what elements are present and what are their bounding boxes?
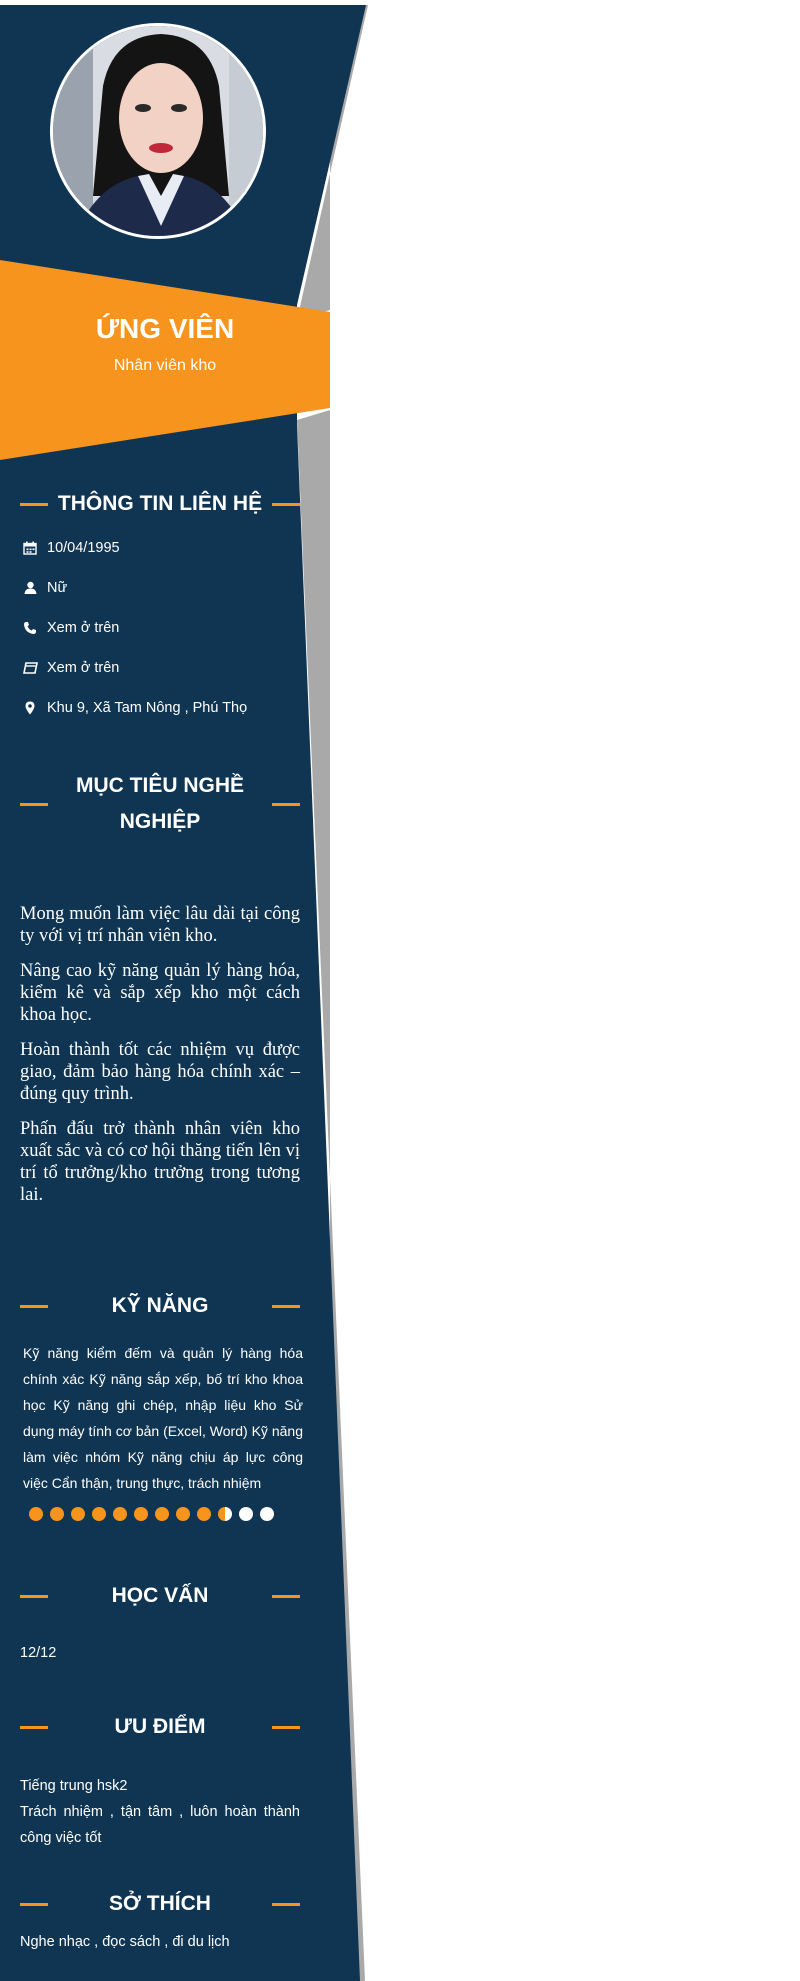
contact-value: Khu 9, Xã Tam Nông , Phú Thọ	[47, 700, 248, 716]
education-section-title: HỌC VẤN	[111, 1584, 209, 1607]
education-section-header	[20, 1578, 300, 1614]
contact-item-address	[20, 696, 300, 720]
section-dash	[20, 1305, 48, 1308]
objective-paragraph: Nâng cao kỹ năng quản lý hàng hóa, kiểm kê và sắp xếp kho một cách khoa học.	[20, 961, 300, 1025]
rating-dot	[218, 1507, 232, 1521]
contact-item-birthday	[20, 536, 300, 560]
strength-item: Tiếng trung hsk2	[20, 1778, 128, 1794]
section-dash	[20, 1595, 48, 1598]
avatar	[50, 23, 266, 239]
rating-dot	[92, 1507, 106, 1521]
contact-value: Xem ở trên	[47, 620, 120, 636]
strengths-section-header	[20, 1709, 300, 1745]
rating-dot	[239, 1507, 253, 1521]
strengths-section-title: ƯU ĐIỂM	[114, 1715, 206, 1738]
rating-dot	[71, 1507, 85, 1521]
section-dash	[272, 1726, 300, 1729]
objective-title-line1: MỤC TIÊU NGHỀ	[76, 774, 244, 797]
email-icon	[20, 658, 40, 678]
skills-section-title: KỸ NĂNG	[111, 1294, 209, 1317]
rating-dot	[50, 1507, 64, 1521]
user-icon	[20, 578, 40, 598]
rating-dot	[260, 1507, 274, 1521]
rating-dot	[197, 1507, 211, 1521]
section-dash	[20, 503, 48, 506]
contact-item-phone	[20, 616, 300, 640]
section-dash	[272, 803, 300, 806]
contact-section-title: THÔNG TIN LIÊN HỆ	[57, 492, 263, 515]
section-dash	[20, 1726, 48, 1729]
strength-item: Trách nhiệm , tận tâm , luôn hoàn thành công việc tốt	[20, 1804, 300, 1846]
objective-section-title	[48, 768, 272, 840]
skills-text: Kỹ năng kiểm đếm và quản lý hàng hóa chính xác Kỹ năng sắp xếp, bố trí kho khoa học Kỹ năng ghi chép, nhập liệu kho Sử dụng máy tính cơ bản (Excel, Word) Kỹ năng làm việc nhóm Kỹ năng chịu áp lực công việc Cẩn thận, trung thực, trách nhiệm	[23, 1345, 303, 1491]
section-dash	[272, 1595, 300, 1598]
objective-paragraph: Mong muốn làm việc lâu dài tại công ty với vị trí nhân viên kho.	[20, 904, 300, 946]
education-value: 12/12	[20, 1645, 57, 1661]
contact-value: Nữ	[47, 580, 68, 596]
section-dash	[272, 1903, 300, 1906]
rating-dot	[113, 1507, 127, 1521]
contact-value: Xem ở trên	[47, 660, 120, 676]
section-dash	[20, 803, 48, 806]
section-dash	[272, 503, 300, 506]
section-dash	[272, 1305, 300, 1308]
objective-paragraph: Phấn đấu trở thành nhân viên kho xuất sắc và có cơ hội thăng tiến lên vị trí tổ trưởng/kho trưởng trong tương lai.	[20, 1119, 300, 1205]
objective-paragraph: Hoàn thành tốt các nhiệm vụ được giao, đảm bảo hàng hóa chính xác – đúng quy trình.	[20, 1040, 300, 1104]
phone-icon	[20, 618, 40, 638]
objective-section-header	[20, 768, 300, 840]
rating-dot	[176, 1507, 190, 1521]
objective-title-line2: NGHIỆP	[119, 810, 201, 833]
skill-rating	[29, 1507, 281, 1521]
section-dash	[20, 1903, 48, 1906]
rating-dot	[29, 1507, 43, 1521]
skills-section-header	[20, 1288, 300, 1324]
rating-dot	[155, 1507, 169, 1521]
contact-value: 10/04/1995	[47, 540, 120, 556]
hobbies-section-title: SỞ THÍCH	[109, 1892, 211, 1915]
candidate-name: ỨNG VIÊN	[95, 313, 235, 344]
map-pin-icon	[20, 698, 40, 718]
calendar-icon	[20, 538, 40, 558]
candidate-position: Nhân viên kho	[113, 357, 217, 374]
contact-section-header	[20, 486, 300, 522]
contact-item-email	[20, 656, 300, 680]
rating-dot	[134, 1507, 148, 1521]
contact-item-gender	[20, 576, 300, 600]
hobbies-value: Nghe nhạc , đọc sách , đi du lịch	[20, 1934, 230, 1950]
hobbies-section-header	[20, 1886, 300, 1922]
avatar-portrait	[53, 26, 266, 239]
